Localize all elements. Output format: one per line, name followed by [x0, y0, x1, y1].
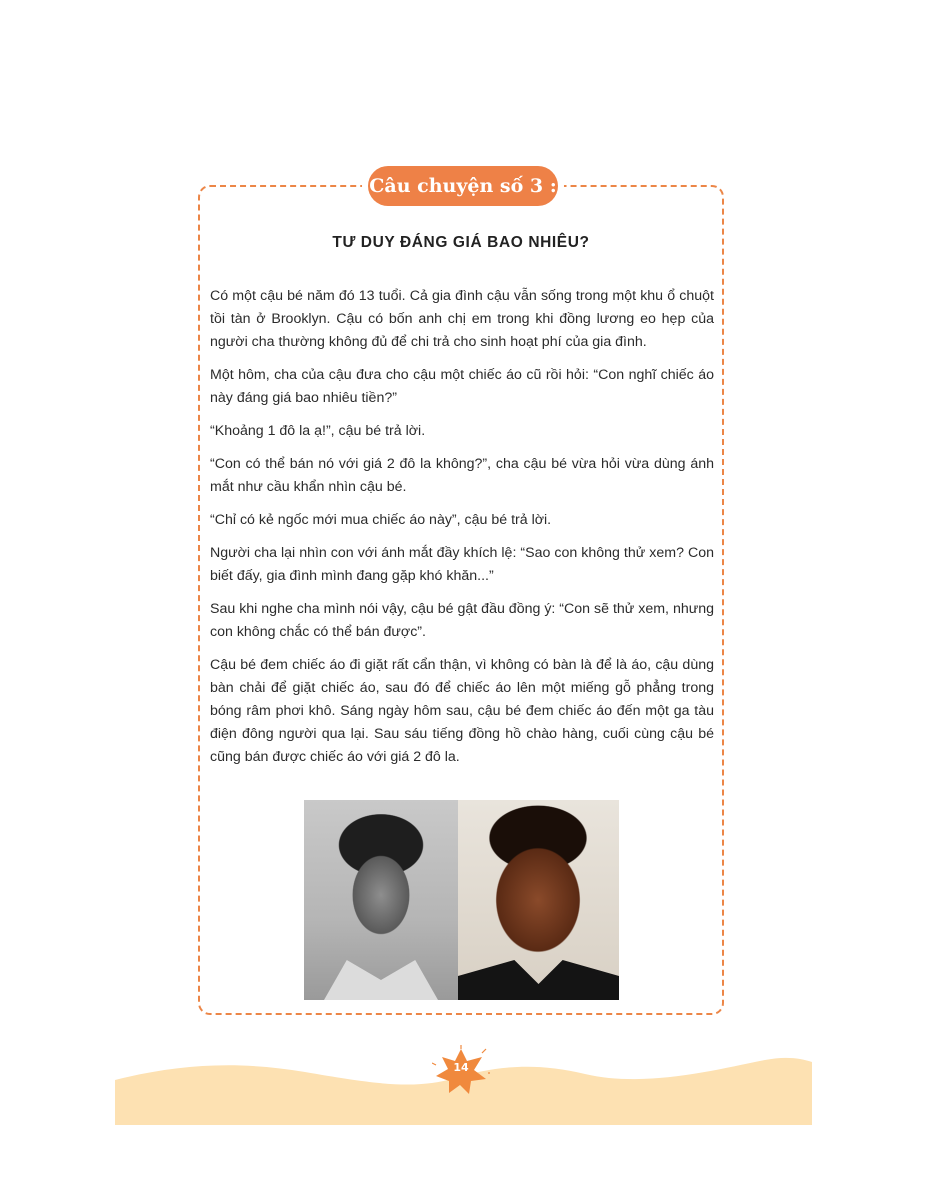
story-paragraph: Sau khi nghe cha mình nói vậy, cậu bé gật đầu đồng ý: “Con sẽ thử xem, nhưng con không chắc có thể bán được”.: [210, 601, 714, 640]
story-title: TƯ DUY ĐÁNG GIÁ BAO NHIÊU?: [332, 234, 590, 251]
boy-photo-color: [458, 800, 619, 1000]
story-paragraph: “Khoảng 1 đô la ạ!”, cậu bé trả lời.: [210, 423, 426, 439]
story-paragraph: “Con có thể bán nó với giá 2 đô la không?”, cha cậu bé vừa hỏi vừa dùng ánh mắt như cầu khẩn nhìn cậu bé.: [210, 456, 714, 495]
boy-photos: [304, 800, 619, 1000]
story-number-badge: Câu chuyện số 3 :: [368, 166, 558, 206]
story-paragraph: “Chỉ có kẻ ngốc mới mua chiếc áo này”, cậu bé trả lời.: [210, 512, 552, 528]
story-paragraph: Có một cậu bé năm đó 13 tuổi. Cả gia đình cậu vẫn sống trong một khu ổ chuột tồi tàn ở Brooklyn. Cậu có bốn anh chị em trong khi đồng lương eo hẹp của người cha thường không đủ để chi trả cho sinh hoạt phí của gia đình.: [210, 288, 714, 350]
page-number: 14: [453, 1061, 469, 1074]
story-paragraph: Cậu bé đem chiếc áo đi giặt rất cẩn thận, vì không có bàn là để là áo, cậu dùng bàn chải để giặt chiếc áo, sau đó để chiếc áo lên một miếng gỗ phẳng trong bóng râm phơi khô. Sáng ngày hôm sau, cậu bé đem chiếc áo đến một ga tàu điện đông người qua lại. Sau sáu tiếng đồng hồ chào hàng, cuối cùng cậu bé cũng bán được chiếc áo với giá 2 đô la.: [210, 657, 714, 765]
boy-photo-black-white: [304, 800, 458, 1000]
story-body: [210, 285, 714, 779]
story-paragraph: Người cha lại nhìn con với ánh mắt đầy khích lệ: “Sao con không thử xem? Con biết đấy, gia đình mình đang gặp khó khăn...”: [210, 545, 714, 584]
story-paragraph: Một hôm, cha của cậu đưa cho cậu một chiếc áo cũ rồi hỏi: “Con nghĩ chiếc áo này đáng giá bao nhiêu tiền?”: [210, 367, 714, 406]
